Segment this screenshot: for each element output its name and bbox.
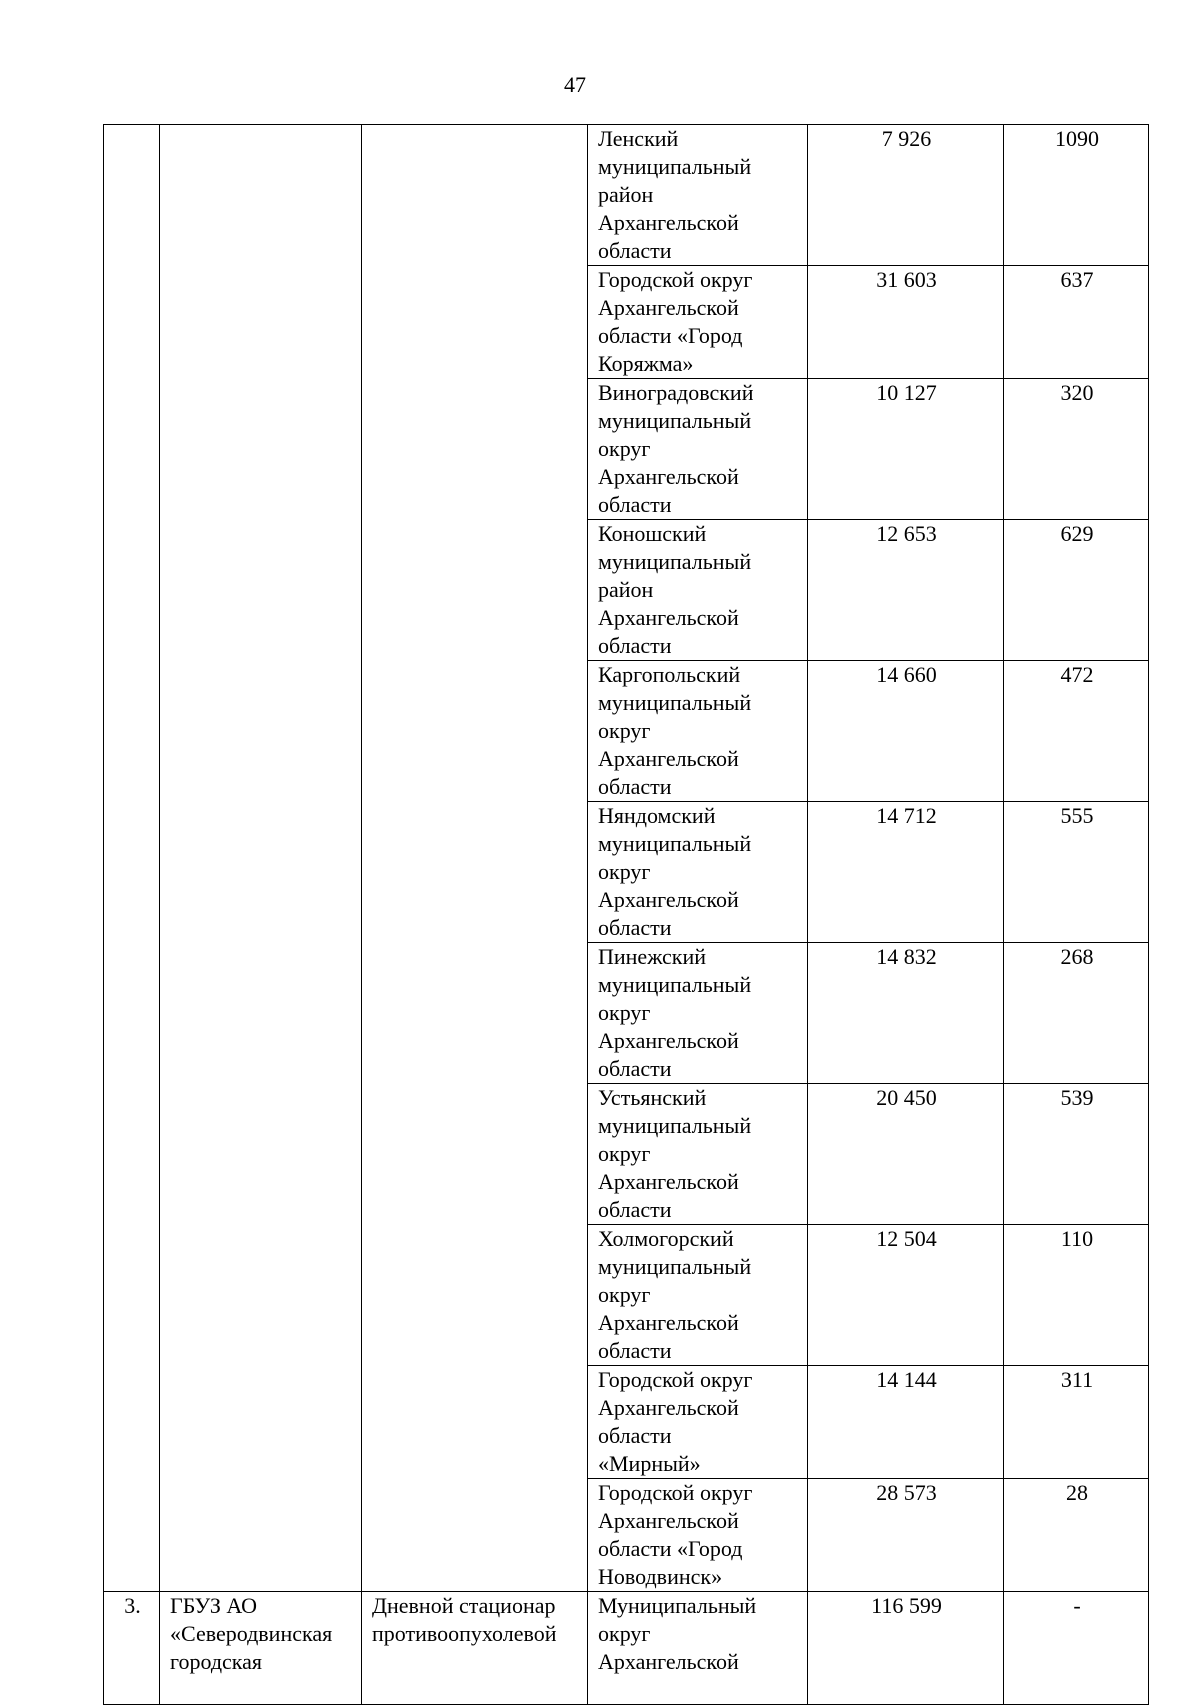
count-cell: 629 bbox=[1004, 520, 1149, 661]
population-cell: 14 712 bbox=[808, 802, 1004, 943]
page-number: 47 bbox=[564, 72, 586, 97]
district-cell: Коношский муниципальный район Архангельской области bbox=[588, 520, 808, 661]
count-cell: 320 bbox=[1004, 379, 1149, 520]
population-cell: 7 926 bbox=[808, 125, 1004, 266]
population-cell: 12 504 bbox=[808, 1225, 1004, 1366]
district-cell: Городской округ Архангельской области «Город Новодвинск» bbox=[588, 1479, 808, 1592]
population-cell: 14 660 bbox=[808, 661, 1004, 802]
count-cell: 28 bbox=[1004, 1479, 1149, 1592]
population-cell: 10 127 bbox=[808, 379, 1004, 520]
count-cell: 555 bbox=[1004, 802, 1149, 943]
district-cell: Каргопольский муниципальный округ Архангельской области bbox=[588, 661, 808, 802]
population-cell: 20 450 bbox=[808, 1084, 1004, 1225]
district-cell: Ленский муниципальный район Архангельской области bbox=[588, 125, 808, 266]
population-cell: 14 832 bbox=[808, 943, 1004, 1084]
count-cell: 539 bbox=[1004, 1084, 1149, 1225]
count-cell: 110 bbox=[1004, 1225, 1149, 1366]
district-cell: Муниципальный округ Архангельской bbox=[588, 1592, 808, 1705]
count-cell: 637 bbox=[1004, 266, 1149, 379]
population-cell: 14 144 bbox=[808, 1366, 1004, 1479]
population-cell: 12 653 bbox=[808, 520, 1004, 661]
district-cell: Няндомский муниципальный округ Архангельской области bbox=[588, 802, 808, 943]
table-row bbox=[104, 125, 1149, 266]
unit-cell bbox=[362, 125, 588, 1592]
district-cell: Виноградовский муниципальный округ Архангельской области bbox=[588, 379, 808, 520]
district-cell: Холмогорский муниципальный округ Архангельской области bbox=[588, 1225, 808, 1366]
table-row bbox=[104, 1592, 1149, 1705]
count-cell: - bbox=[1004, 1592, 1149, 1705]
district-cell: Пинежский муниципальный округ Архангельской области bbox=[588, 943, 808, 1084]
count-cell: 1090 bbox=[1004, 125, 1149, 266]
count-cell: 268 bbox=[1004, 943, 1149, 1084]
population-cell: 116 599 bbox=[808, 1592, 1004, 1705]
data-table bbox=[103, 124, 1149, 1705]
population-cell: 31 603 bbox=[808, 266, 1004, 379]
organization-cell bbox=[160, 125, 362, 1592]
district-cell: Устьянский муниципальный округ Архангельской области bbox=[588, 1084, 808, 1225]
count-cell: 472 bbox=[1004, 661, 1149, 802]
number-cell bbox=[104, 125, 160, 1592]
district-cell: Городской округ Архангельской области «Мирный» bbox=[588, 1366, 808, 1479]
row-number-cell: 3. bbox=[104, 1592, 160, 1705]
district-cell: Городской округ Архангельской области «Город Коряжма» bbox=[588, 266, 808, 379]
count-cell: 311 bbox=[1004, 1366, 1149, 1479]
unit-cell: Дневной стационар противоопухолевой bbox=[362, 1592, 588, 1705]
organization-cell: ГБУЗ АО «Северодвинская городская bbox=[160, 1592, 362, 1705]
population-cell: 28 573 bbox=[808, 1479, 1004, 1592]
